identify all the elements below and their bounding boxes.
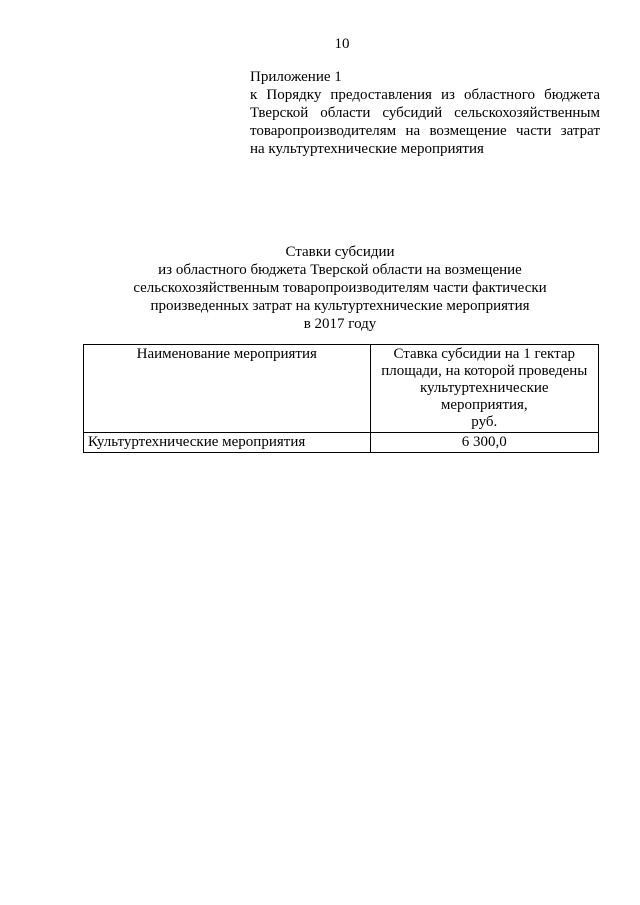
- row-rate-cell: 6 300,0: [370, 433, 598, 453]
- heading-line: сельскохозяйственным товаропроизводителям части фактически: [133, 280, 547, 296]
- document-heading: [80, 243, 600, 333]
- header-rate-line: Ставка субсидии на 1 гектар: [393, 346, 576, 362]
- appendix-line: к Порядку предоставления из областного бюджета: [250, 87, 600, 103]
- header-rate-line: руб.: [471, 414, 498, 430]
- appendix-block: [250, 68, 600, 158]
- header-rate-line: площади, на которой проведены: [381, 363, 588, 379]
- header-name-cell: Наименование мероприятия: [84, 345, 371, 433]
- header-rate-cell: [370, 345, 598, 433]
- header-rate-line: культуртехнические: [419, 380, 549, 396]
- page-number: 10: [334, 36, 350, 52]
- table-header-row: [84, 345, 599, 433]
- header-rate-line: мероприятия,: [440, 397, 528, 413]
- table-row: [84, 433, 599, 453]
- heading-line: из областного бюджета Тверской области на возмещение: [158, 262, 522, 278]
- appendix-line: на культуртехнические мероприятия: [250, 141, 484, 157]
- appendix-title: Приложение 1: [250, 69, 342, 85]
- appendix-line: товаропроизводителям на возмещение части затрат: [250, 123, 600, 139]
- heading-line: произведенных затрат на культуртехнические мероприятия: [150, 298, 530, 314]
- row-name-cell: Культуртехнические мероприятия: [84, 433, 371, 453]
- subsidy-rates-table: [83, 344, 599, 453]
- heading-line: Ставки субсидии: [285, 244, 395, 260]
- appendix-line: Тверской области субсидий сельскохозяйственным: [250, 105, 600, 121]
- heading-line: в 2017 году: [303, 316, 377, 332]
